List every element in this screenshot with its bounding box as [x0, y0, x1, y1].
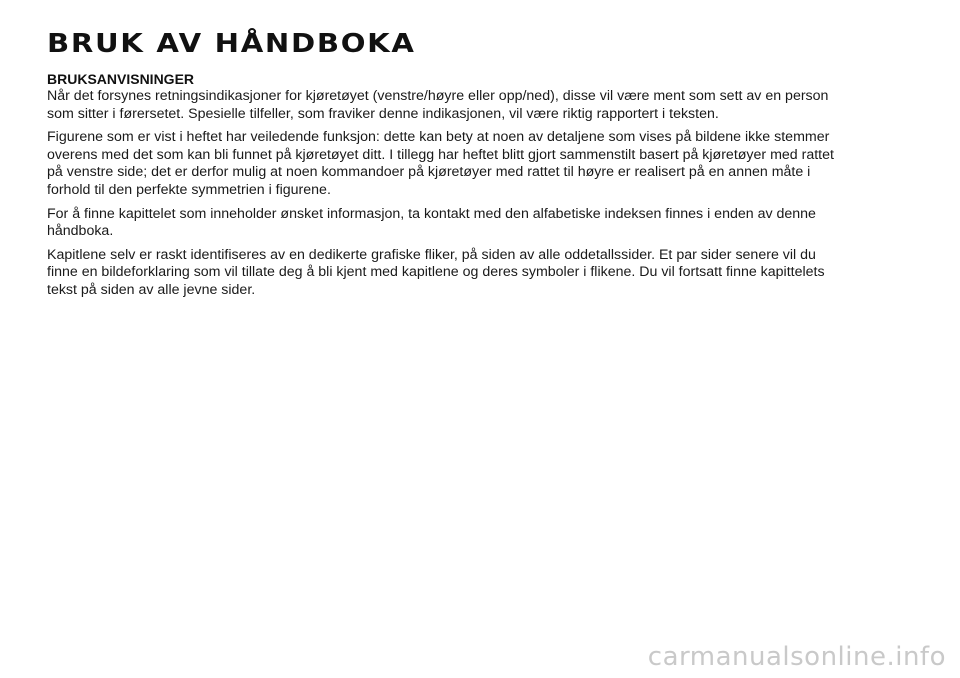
manual-page: [47, 28, 847, 306]
paragraph-chapters: Kapitlene selv er raskt identifiseres av en dedikerte grafiske fliker, på siden av alle oddetallssider. Et par sider senere vil du finne en bildeforklaring som vil tillate deg å bli kjent med kapitlene og deres symboler i flikene. Du vil fortsatt finne kapittelets tekst på siden av alle jevne sider.: [47, 246, 825, 298]
section-heading: BRUKSANVISNINGER: [47, 71, 195, 87]
paragraph-index: For å finne kapittelet som inneholder ønsket informasjon, ta kontakt med den alfabetiske indeksen finnes i enden av denne håndboka.: [47, 205, 816, 240]
paragraph-figures: Figurene som er vist i heftet har veiledende funksjon: dette kan bety at noen av detaljene som vises på bildene ikke stemmer overens med det som kan bli funnet på kjøretøyet ditt. I tillegg har heftet blitt gjort sammenstilt basert på kjøretøyer med rattet på venstre side; det er derfor mulig at noen kommandoer på kjøretøyer med rattet til høyre er realisert på en annen måte i forhold til den perfekte symmetrien i figurene.: [47, 129, 834, 198]
paragraph-directions: Når det forsynes retningsindikasjoner for kjøretøyet (venstre/høyre eller opp/ned), disse vil være ment som sett av en person som sitter i førersetet. Spesielle tilfeller, som fraviker denne indikasjonen, vil være riktig rapportert i teksten.: [47, 88, 829, 122]
watermark: carmanualsonline.info: [647, 642, 946, 672]
page-title: BRUK AV HÅNDBOKA: [47, 29, 416, 59]
